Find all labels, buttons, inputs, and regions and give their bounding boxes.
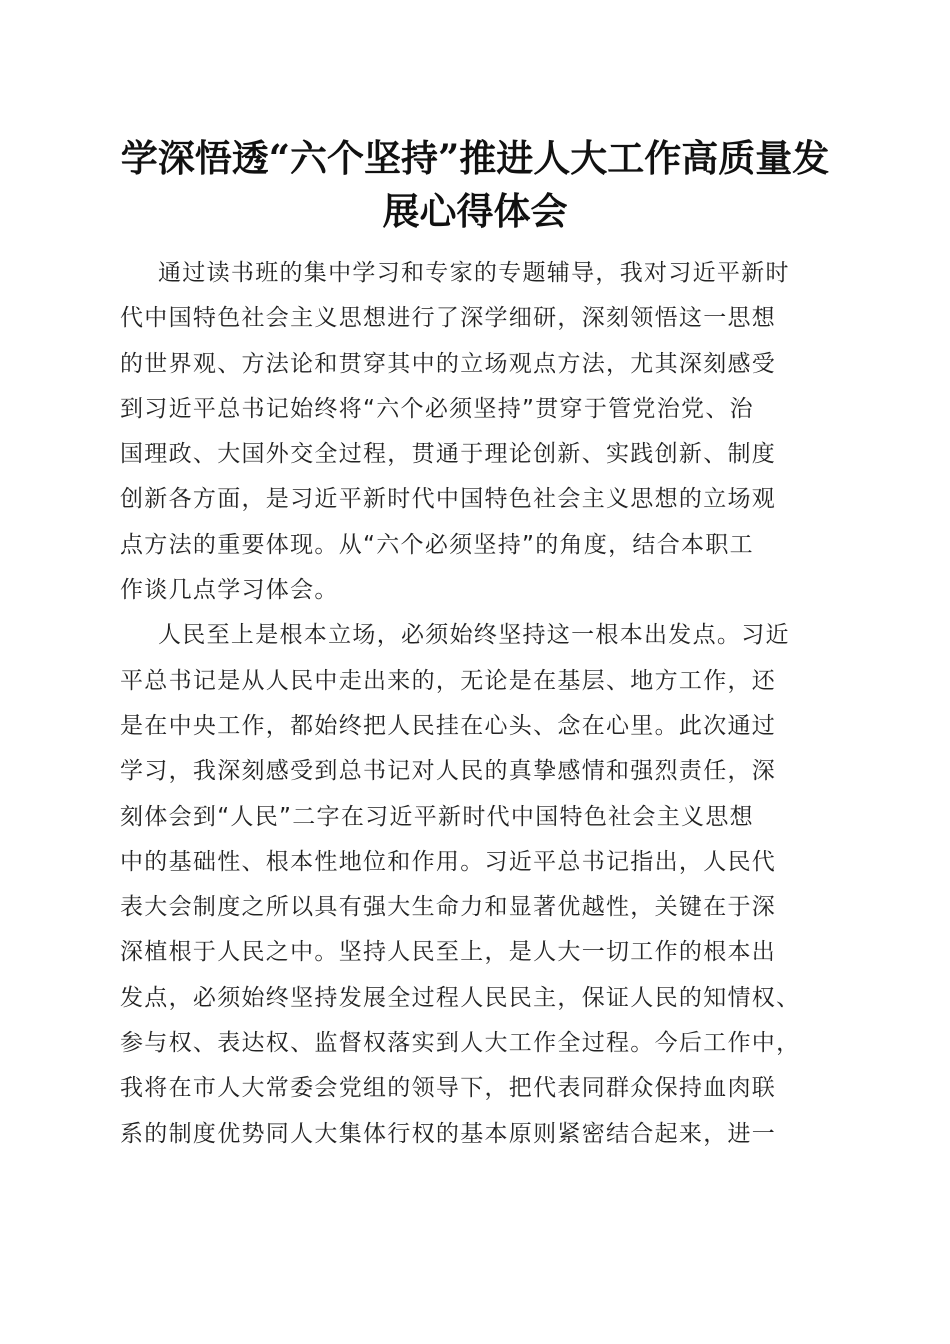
document-title — [110, 132, 840, 238]
text-line: 创新各方面，是习近平新时代中国特色社会主义思想的立场观 — [120, 486, 777, 513]
document-body — [120, 251, 840, 1157]
text-line: 通过读书班的集中学习和专家的专题辅导，我对习近平新时 — [158, 260, 790, 286]
text-line: 我将在市人大常委会党组的领导下，把代表同群众保持血肉联 — [120, 1075, 777, 1102]
text-line: 到习近平总书记始终将“六个必须坚持”贯穿于管党治党、治 — [120, 395, 754, 422]
title-line-2: 展心得体会 — [382, 189, 568, 233]
text-line: 人民至上是根本立场，必须始终坚持这一根本出发点。习近 — [158, 622, 790, 649]
text-line: 表大会制度之所以具有强大生命力和显著优越性，关键在于深 — [120, 894, 777, 921]
text-line: 是在中央工作，都始终把人民挂在心头、念在心里。此次通过 — [120, 712, 777, 739]
text-line: 作谈几点学习体会。 — [120, 577, 339, 604]
text-line: 的世界观、方法论和贯穿其中的立场观点方法，尤其深刻感受 — [120, 350, 777, 377]
text-line: 点方法的重要体现。从“六个必须坚持”的角度，结合本职工 — [120, 531, 754, 558]
text-line: 参与权、表达权、监督权落实到人大工作全过程。今后工作中， — [120, 1030, 801, 1057]
text-line: 代中国特色社会主义思想进行了深学细研，深刻领悟这一思想 — [120, 305, 777, 332]
text-line: 中的基础性、根本性地位和作用。习近平总书记指出，人民代 — [120, 848, 777, 875]
paragraph-2 — [120, 613, 840, 1157]
text-line: 刻体会到“人民”二字在习近平新时代中国特色社会主义思想 — [120, 803, 754, 830]
text-line: 国理政、大国外交全过程，贯通于理论创新、实践创新、制度 — [120, 441, 777, 468]
text-line: 深植根于人民之中。坚持人民至上，是人大一切工作的根本出 — [120, 939, 777, 966]
text-line: 学习，我深刻感受到总书记对人民的真挚感情和强烈责任，深 — [120, 758, 777, 785]
paragraph-1 — [120, 251, 840, 613]
text-line: 系的制度优势同人大集体行权的基本原则紧密结合起来，进一 — [120, 1120, 777, 1147]
text-line: 平总书记是从人民中走出来的，无论是在基层、地方工作，还 — [120, 667, 777, 694]
text-line: 发点，必须始终坚持发展全过程人民民主，保证人民的知情权、 — [120, 984, 801, 1011]
title-line-1: 学深悟透“六个坚持”推进人大工作高质量发 — [120, 136, 830, 180]
